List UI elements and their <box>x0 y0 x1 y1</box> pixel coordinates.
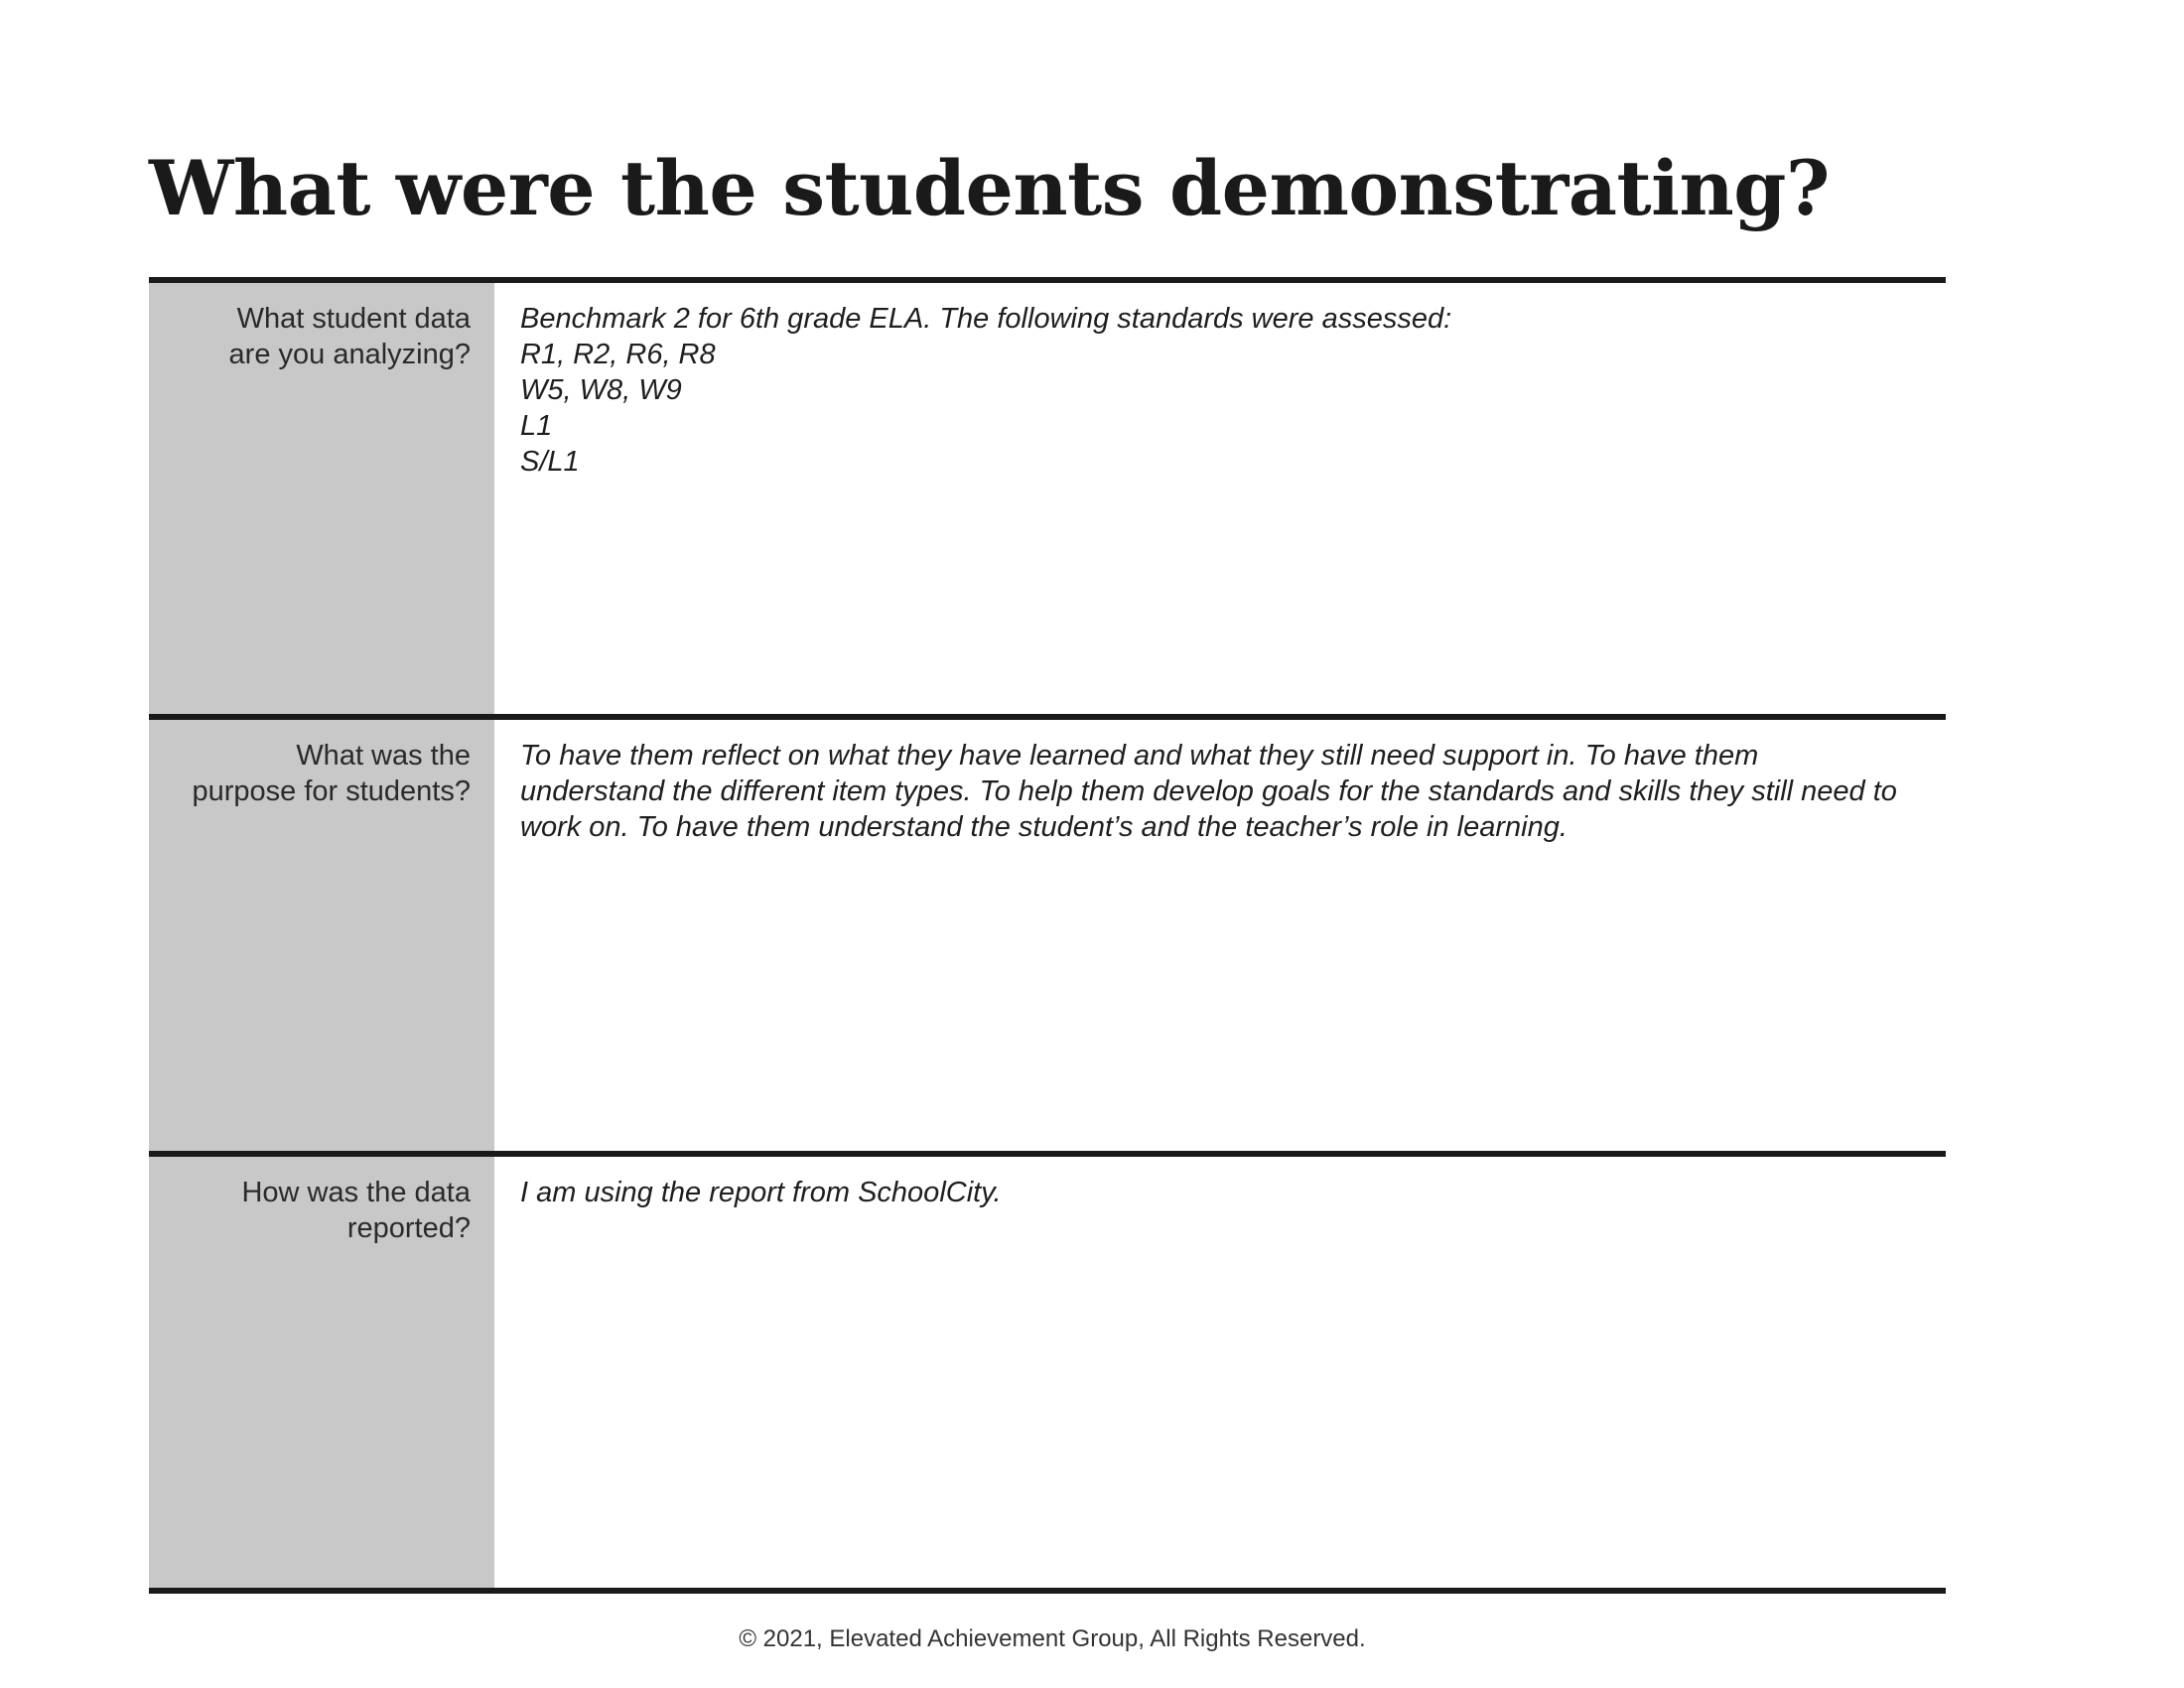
worksheet-table <box>149 277 1946 1594</box>
answer-text: To have them reflect on what they have learned and what they still need support in. To have them understand the different item types. To help them develop goals for the standards and skills they still need to work on. To have them understand the student’s and the teacher’s role in learning. <box>520 740 1897 843</box>
answer-field[interactable] <box>494 720 1946 1151</box>
answer-field[interactable] <box>494 1157 1946 1588</box>
answer-line: W5, W8, W9 <box>520 374 682 406</box>
worksheet-row-student-data <box>149 277 1946 714</box>
answer-field[interactable] <box>494 283 1946 714</box>
answer-line: Benchmark 2 for 6th grade ELA. The following standards were assessed: <box>520 303 1452 335</box>
question-label: What was the purpose for students? <box>149 720 494 1151</box>
answer-text: I am using the report from SchoolCity. <box>520 1177 1002 1208</box>
question-label: What student data are you analyzing? <box>149 283 494 714</box>
worksheet-row-purpose <box>149 714 1946 1151</box>
question-label: How was the data reported? <box>149 1157 494 1588</box>
copyright-footer: © 2021, Elevated Achievement Group, All Rights Reserved. <box>739 1625 1366 1652</box>
page-title: What were the students demonstrating? <box>149 144 1830 232</box>
worksheet-row-reporting <box>149 1151 1946 1594</box>
answer-line: R1, R2, R6, R8 <box>520 339 716 370</box>
answer-line: L1 <box>520 410 553 442</box>
answer-line: S/L1 <box>520 446 580 478</box>
